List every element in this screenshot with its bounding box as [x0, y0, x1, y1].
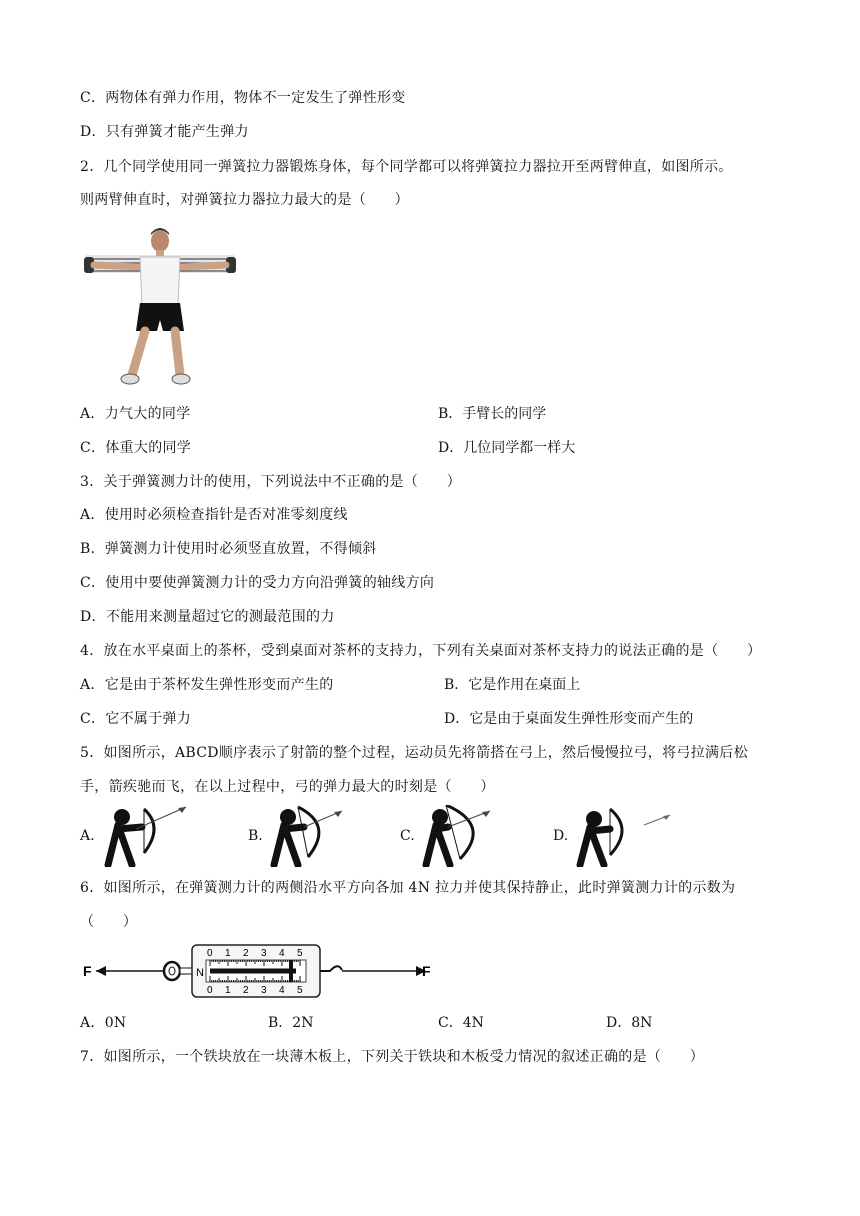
q1-option-d: D．只有弹簧才能产生弹力	[80, 124, 249, 140]
scale-tick-label-top: 2	[243, 948, 249, 959]
q2-stem-line1: 2．几个同学使用同一弹簧拉力器锻炼身体，每个同学都可以将弹簧拉力器拉开至两臂伸直，如图所示。	[80, 159, 733, 175]
archer-a-icon	[98, 805, 190, 867]
scale-tick-label-top: 3	[261, 948, 267, 959]
q2-option-b: B．手臂长的同学	[438, 406, 547, 422]
scale-tick-label-bottom: 0	[207, 985, 213, 996]
q5-stem-line2: 手，箭疾驰而飞，在以上过程中，弓的弹力最大的时刻是（ ）	[80, 779, 495, 795]
q4-option-d: D．它是由于桌面发生弹性形变而产生的	[444, 711, 694, 727]
q5-option-a-label: A.	[80, 828, 95, 844]
q6-stem-line1: 6．如图所示，在弹簧测力计的两侧沿水平方向各加 4N 拉力并使其保持静止，此时弹簧测力计的示数为	[80, 880, 736, 896]
spring-scale-figure	[80, 940, 440, 1002]
scale-unit: N	[196, 967, 204, 979]
q5-option-b-label: B.	[248, 828, 263, 844]
q4-stem: 4．放在水平桌面上的茶杯，受到桌面对茶杯的支持力，下列有关桌面对茶杯支持力的说法正确的是（ ）	[80, 643, 762, 659]
q2-option-a: A．力气大的同学	[80, 406, 191, 422]
scale-tick-label-bottom: 4	[279, 985, 285, 996]
q7-stem: 7．如图所示，一个铁块放在一块薄木板上，下列关于铁块和木板受力情况的叙述正确的是（ ）	[80, 1049, 705, 1065]
q6-stem-line2: （ ）	[80, 914, 138, 930]
q3-option-d: D．不能用来测量超过它的测最范围的力	[80, 609, 335, 625]
q3-option-c: C．使用中要使弹簧测力计的受力方向沿弹簧的轴线方向	[80, 575, 435, 591]
q1-option-c: C．两物体有弹力作用，物体不一定发生了弹性形变	[80, 90, 406, 106]
q2-stem-line2: 则两臂伸直时，对弹簧拉力器拉力最大的是（ ）	[80, 192, 409, 208]
scale-tick-label-bottom: 3	[261, 985, 267, 996]
q4-option-c: C．它不属于弹力	[80, 711, 192, 727]
force-right-label: F	[422, 963, 431, 979]
archer-c-icon	[420, 805, 496, 867]
q4-option-b: B．它是作用在桌面上	[444, 677, 581, 693]
q2-option-d: D．几位同学都一样大	[438, 440, 576, 456]
scale-tick-label-bottom: 5	[297, 985, 303, 996]
scale-tick-label-top: 0	[207, 948, 213, 959]
q6-option-a: A．0N	[80, 1015, 127, 1031]
archer-d-icon	[574, 805, 674, 867]
q6-option-c: C．4N	[438, 1015, 484, 1031]
q6-option-b: B．2N	[268, 1015, 314, 1031]
q4-option-a: A．它是由于茶杯发生弹性形变而产生的	[80, 677, 334, 693]
q5-stem-line1: 5．如图所示，ABCD顺序表示了射箭的整个过程，运动员先将箭搭在弓上，然后慢慢拉弓，将弓拉满后松	[80, 745, 748, 761]
chest-expander-figure	[80, 225, 240, 390]
scale-tick-label-bottom: 2	[243, 985, 249, 996]
scale-tick-label-bottom: 1	[225, 985, 231, 996]
archer-b-icon	[268, 805, 348, 867]
q3-option-a: A．使用时必须检查指针是否对准零刻度线	[80, 507, 348, 523]
scale-tick-label-top: 4	[279, 948, 285, 959]
q3-stem: 3．关于弹簧测力计的使用，下列说法中不正确的是（ ）	[80, 474, 462, 490]
scale-tick-label-top: 1	[225, 948, 231, 959]
q3-option-b: B．弹簧测力计使用时必须竖直放置，不得倾斜	[80, 541, 377, 557]
scale-tick-label-top: 5	[297, 948, 303, 959]
q5-option-c-label: C.	[400, 828, 415, 844]
q2-option-c: C．体重大的同学	[80, 440, 192, 456]
q6-option-d: D．8N	[606, 1015, 653, 1031]
force-left-label: F	[83, 963, 92, 979]
q5-option-d-label: D.	[553, 828, 569, 844]
